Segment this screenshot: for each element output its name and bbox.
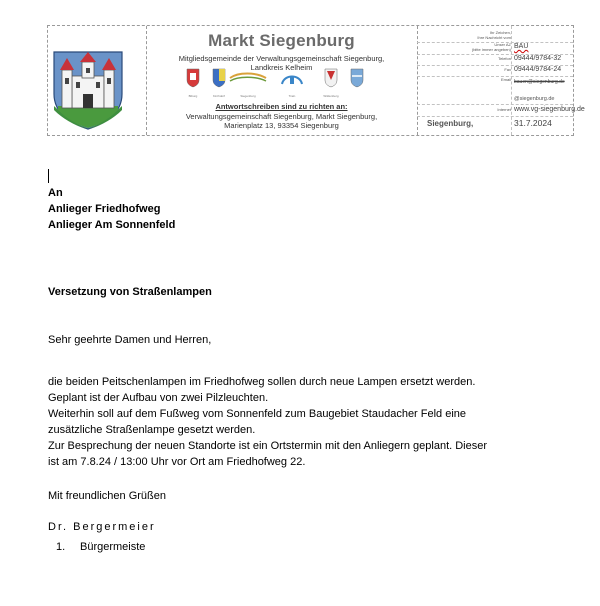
fax-label: Fax xyxy=(504,67,511,72)
internet-value[interactable]: www.vg-siegenburg.de xyxy=(514,106,585,113)
coat-of-arms-siegenburg-icon xyxy=(226,68,270,88)
address-line-1: Verwaltungsgemeinschaft Siegenburg, Markt Siegenburg, xyxy=(185,112,378,121)
letterhead-center xyxy=(146,26,418,135)
recipient-line-3: Anlieger Am Sonnenfeld xyxy=(48,219,176,231)
phone-value: 09444/9784-32 xyxy=(514,55,562,62)
coat-of-arms-blue-icon xyxy=(340,68,374,88)
salutation: Sehr geehrte Damen und Herren, xyxy=(48,334,212,346)
email-label: Email xyxy=(500,77,511,82)
recipient-line-1: An xyxy=(48,187,63,199)
your-reference-row xyxy=(417,28,573,43)
your-reference-label-2: Ihre Nachricht vom xyxy=(477,34,511,40)
fax-value: 09444/9784-24 xyxy=(514,66,562,73)
our-reference-label-1: Unser AZ xyxy=(494,42,511,47)
member-logo xyxy=(340,68,374,93)
subtitle-line-1: Mitgliedsgemeinde der Verwaltungsgemeinschaft Siegenburg, xyxy=(178,54,385,63)
member-logo-caption: Siegenburg xyxy=(240,94,256,98)
contact-details xyxy=(417,26,585,135)
signer-title-text: Bürgermeiste xyxy=(80,541,146,553)
member-logo-caption: Wildenberg xyxy=(323,94,339,98)
signer-title-number: 1. xyxy=(56,541,66,553)
your-reference-label-1: Ihr Zeichen, xyxy=(489,30,511,35)
body-line: die beiden Peitschenlampen im Friedhofweg sollen durch neue Lampen ersetzt werden. xyxy=(48,376,476,388)
our-reference-label-2: (bitte immer angeben) xyxy=(471,46,511,52)
crest-area xyxy=(48,26,147,135)
body-line: Weiterhin soll auf dem Fußweg vom Sonnenfeld zum Baugebiet Staudacher Feld eine xyxy=(48,408,467,420)
letter-body xyxy=(48,374,487,470)
member-logo-caption: Train xyxy=(288,94,296,98)
member-logo-caption: Biburg xyxy=(188,94,198,98)
recipient-line-2: Anlieger Friedhofweg xyxy=(48,203,161,215)
phone-label: Telefon xyxy=(498,56,511,61)
member-logo xyxy=(226,68,270,98)
closing-greeting: Mit freundlichen Grüßen xyxy=(48,490,166,502)
signer-title xyxy=(56,539,145,555)
signer-name: Dr. Bergermeier xyxy=(48,521,156,533)
our-reference-value: BAU xyxy=(514,43,529,50)
reply-address xyxy=(146,112,417,130)
subject-line: Versetzung von Straßenlampen xyxy=(48,286,212,298)
email-row xyxy=(417,76,573,92)
letter-date: 31.7.2024 xyxy=(514,118,552,128)
member-municipality-logos xyxy=(176,68,388,98)
organization-title: Markt Siegenburg xyxy=(208,31,355,50)
body-line: Geplant ist der Aufbau von zwei Pilzleuchten. xyxy=(48,392,269,404)
subtitle-line-2: Landkreis Kelheim xyxy=(250,63,313,72)
coat-of-arms-train-icon xyxy=(272,68,312,88)
body-line: Zur Besprechung der neuen Standorte ist ein Ortstermin mit den Anliegern geplant. Dieser xyxy=(48,440,488,452)
recipient-block xyxy=(48,185,175,233)
internet-row xyxy=(417,104,585,117)
internet-label: Internet xyxy=(497,107,511,112)
member-logo-caption: Kirchdorf xyxy=(212,94,225,98)
reply-address-title: Antwortschreiben sind zu richten an: xyxy=(215,102,348,111)
body-line: ist am 7.8.24 / 13:00 Uhr vor Ort am Friedhofweg 22. xyxy=(48,456,306,468)
email-value[interactable]: bauen@siegenburg.de xyxy=(514,79,565,85)
town-name: Siegenburg, xyxy=(427,119,474,128)
email-domain: @siegenburg.de xyxy=(514,96,555,102)
siegenburg-coat-of-arms-icon xyxy=(52,50,124,130)
letterhead xyxy=(47,25,585,136)
text-cursor xyxy=(48,169,49,183)
member-logo xyxy=(272,68,312,98)
address-line-2: Marienplatz 13, 93354 Siegenburg xyxy=(224,121,339,130)
body-line: zusätzliche Straßenlampe gesetzt werden. xyxy=(48,424,256,436)
